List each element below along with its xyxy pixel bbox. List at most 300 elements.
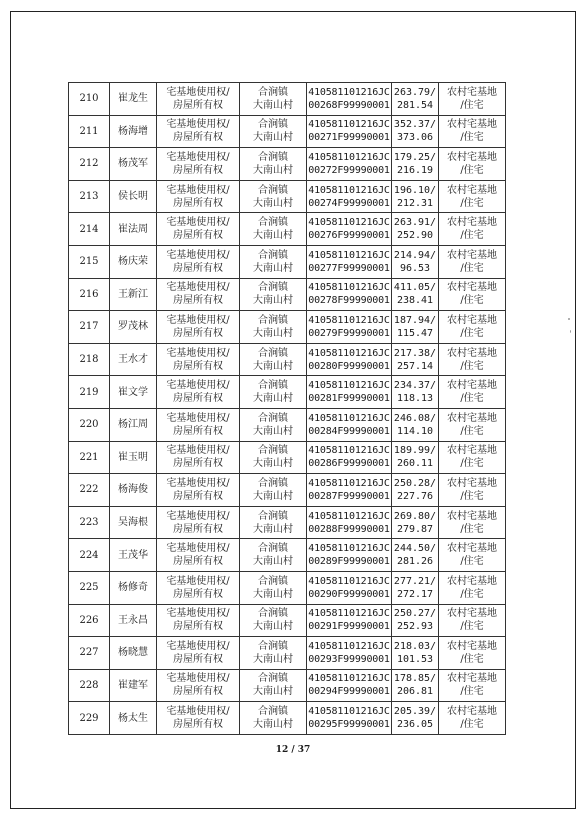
- area-line: 114.10: [396, 425, 434, 437]
- area-cell: [392, 180, 439, 213]
- area-cell: [392, 311, 439, 344]
- right-type-line: 房屋所有权: [173, 393, 223, 405]
- row-number-cell: 221: [69, 441, 110, 474]
- parcel-code-cell: [307, 669, 392, 702]
- owner-name-cell: 杨海俊: [110, 474, 157, 507]
- location-line: 合涧镇: [258, 282, 288, 294]
- parcel-code-cell: [307, 83, 392, 116]
- table-row: [69, 474, 506, 507]
- area-line: 115.47: [396, 327, 434, 339]
- right-type-line: 房屋所有权: [173, 523, 223, 535]
- land-use-line: /住宅: [460, 132, 484, 144]
- right-type-line: 宅基地使用权/: [166, 477, 230, 489]
- parcel-code-line: 00294F99990001: [308, 686, 390, 698]
- right-type-line: 房屋所有权: [173, 621, 223, 633]
- parcel-code-cell: [307, 376, 392, 409]
- area-cell: [392, 115, 439, 148]
- right-type-line: 宅基地使用权/: [166, 673, 230, 685]
- table-row: [69, 213, 506, 246]
- area-line: 277.21/: [393, 575, 437, 587]
- location-line: 大南山村: [253, 490, 293, 502]
- area-cell: [392, 571, 439, 604]
- parcel-code-cell: [307, 278, 392, 311]
- table-row: [69, 83, 506, 116]
- row-number-cell: 228: [69, 669, 110, 702]
- parcel-code-cell: [307, 571, 392, 604]
- right-type-line: 宅基地使用权/: [166, 510, 230, 522]
- parcel-code-line: 00278F99990001: [308, 295, 390, 307]
- parcel-code-line: 00272F99990001: [308, 164, 390, 176]
- owner-name-cell: 王水才: [110, 343, 157, 376]
- location-line: 合涧镇: [258, 575, 288, 587]
- right-type-line: 宅基地使用权/: [166, 575, 230, 587]
- location-line: 大南山村: [253, 653, 293, 665]
- area-line: 269.80/: [393, 510, 437, 522]
- location-cell: [240, 702, 307, 735]
- row-number-cell: 223: [69, 506, 110, 539]
- area-cell: [392, 539, 439, 572]
- owner-name-cell: 杨修奇: [110, 571, 157, 604]
- owner-name-cell: 崔玉明: [110, 441, 157, 474]
- right-type-cell: [157, 278, 240, 311]
- right-type-line: 房屋所有权: [173, 719, 223, 731]
- right-type-line: 宅基地使用权/: [166, 314, 230, 326]
- row-number-cell: 215: [69, 245, 110, 278]
- area-line: 214.94/: [393, 249, 437, 261]
- area-line: 373.06: [396, 132, 434, 144]
- area-cell: [392, 702, 439, 735]
- right-type-line: 宅基地使用权/: [166, 151, 230, 163]
- area-line: 281.54: [396, 99, 434, 111]
- right-type-line: 房屋所有权: [173, 490, 223, 502]
- right-type-line: 房屋所有权: [173, 360, 223, 372]
- land-use-cell: [439, 83, 506, 116]
- right-type-cell: [157, 539, 240, 572]
- location-cell: [240, 604, 307, 637]
- area-line: 216.19: [396, 164, 434, 176]
- right-type-cell: [157, 637, 240, 670]
- area-line: 236.05: [396, 719, 434, 731]
- location-line: 大南山村: [253, 99, 293, 111]
- row-number-cell: 229: [69, 702, 110, 735]
- right-type-line: 房屋所有权: [173, 653, 223, 665]
- location-cell: [240, 213, 307, 246]
- location-line: 大南山村: [253, 393, 293, 405]
- land-use-cell: [439, 245, 506, 278]
- area-line: 96.53: [399, 262, 431, 274]
- location-line: 合涧镇: [258, 412, 288, 424]
- location-cell: [240, 83, 307, 116]
- land-use-line: /住宅: [460, 686, 484, 698]
- land-use-line: /住宅: [460, 230, 484, 242]
- area-line: 257.14: [396, 360, 434, 372]
- owner-name-cell: 杨江周: [110, 408, 157, 441]
- row-number-cell: 224: [69, 539, 110, 572]
- parcel-code-line: 00271F99990001: [308, 132, 390, 144]
- parcel-code-cell: [307, 245, 392, 278]
- location-line: 大南山村: [253, 360, 293, 372]
- location-cell: [240, 441, 307, 474]
- parcel-code-line: 00295F99990001: [308, 719, 390, 731]
- parcel-code-line: 410581101216JC: [308, 706, 390, 718]
- parcel-code-line: 00279F99990001: [308, 327, 390, 339]
- land-use-line: /住宅: [460, 719, 484, 731]
- land-use-line: /住宅: [460, 197, 484, 209]
- right-type-cell: [157, 213, 240, 246]
- row-number-cell: 222: [69, 474, 110, 507]
- parcel-code-cell: [307, 311, 392, 344]
- land-use-cell: [439, 669, 506, 702]
- right-type-line: 宅基地使用权/: [166, 249, 230, 261]
- table-row: [69, 343, 506, 376]
- location-line: 合涧镇: [258, 151, 288, 163]
- parcel-code-line: 410581101216JC: [308, 151, 390, 163]
- land-use-line: /住宅: [460, 556, 484, 568]
- land-use-cell: [439, 637, 506, 670]
- location-line: 合涧镇: [258, 706, 288, 718]
- area-line: 244.50/: [393, 543, 437, 555]
- land-use-line: 农村宅基地: [447, 217, 497, 229]
- parcel-code-line: 410581101216JC: [308, 314, 390, 326]
- table-row: [69, 604, 506, 637]
- right-type-cell: [157, 604, 240, 637]
- right-type-line: 宅基地使用权/: [166, 640, 230, 652]
- row-number-cell: 217: [69, 311, 110, 344]
- location-cell: [240, 343, 307, 376]
- owner-name-cell: 罗茂林: [110, 311, 157, 344]
- table-row: [69, 148, 506, 181]
- land-use-line: /住宅: [460, 393, 484, 405]
- owner-name-cell: 杨海增: [110, 115, 157, 148]
- table-row: [69, 278, 506, 311]
- parcel-code-line: 00284F99990001: [308, 425, 390, 437]
- location-line: 合涧镇: [258, 217, 288, 229]
- area-line: 238.41: [396, 295, 434, 307]
- area-line: 212.31: [396, 197, 434, 209]
- right-type-line: 宅基地使用权/: [166, 184, 230, 196]
- row-number-cell: 226: [69, 604, 110, 637]
- row-number-cell: 210: [69, 83, 110, 116]
- location-line: 大南山村: [253, 556, 293, 568]
- area-line: 252.93: [396, 621, 434, 633]
- area-cell: [392, 245, 439, 278]
- area-line: 189.99/: [393, 445, 437, 457]
- land-use-line: 农村宅基地: [447, 380, 497, 392]
- land-use-cell: [439, 506, 506, 539]
- owner-name-cell: 杨庆荣: [110, 245, 157, 278]
- area-line: 234.37/: [393, 380, 437, 392]
- parcel-code-cell: [307, 115, 392, 148]
- right-type-line: 房屋所有权: [173, 327, 223, 339]
- parcel-code-line: 00268F99990001: [308, 99, 390, 111]
- area-line: 227.76: [396, 490, 434, 502]
- land-use-cell: [439, 702, 506, 735]
- right-type-line: 宅基地使用权/: [166, 217, 230, 229]
- owner-name-cell: 杨太生: [110, 702, 157, 735]
- location-line: 合涧镇: [258, 184, 288, 196]
- right-type-line: 宅基地使用权/: [166, 86, 230, 98]
- location-line: 大南山村: [253, 262, 293, 274]
- parcel-code-line: 00288F99990001: [308, 523, 390, 535]
- area-line: 411.05/: [393, 282, 437, 294]
- parcel-code-line: 00286F99990001: [308, 458, 390, 470]
- parcel-code-line: 00293F99990001: [308, 653, 390, 665]
- area-line: 196.10/: [393, 184, 437, 196]
- table-row: [69, 637, 506, 670]
- parcel-code-line: 410581101216JC: [308, 249, 390, 261]
- parcel-code-line: 00274F99990001: [308, 197, 390, 209]
- location-line: 合涧镇: [258, 640, 288, 652]
- area-line: 279.87: [396, 523, 434, 535]
- area-cell: [392, 148, 439, 181]
- location-line: 大南山村: [253, 686, 293, 698]
- owner-name-cell: 崔法周: [110, 213, 157, 246]
- parcel-code-line: 00281F99990001: [308, 393, 390, 405]
- area-cell: [392, 669, 439, 702]
- location-cell: [240, 539, 307, 572]
- land-use-line: 农村宅基地: [447, 510, 497, 522]
- location-cell: [240, 506, 307, 539]
- parcel-code-line: 410581101216JC: [308, 347, 390, 359]
- registration-table: [68, 82, 506, 735]
- right-type-line: 房屋所有权: [173, 295, 223, 307]
- parcel-code-cell: [307, 506, 392, 539]
- location-cell: [240, 669, 307, 702]
- location-cell: [240, 311, 307, 344]
- row-number-cell: 216: [69, 278, 110, 311]
- table-row: [69, 702, 506, 735]
- area-line: 178.85/: [393, 673, 437, 685]
- location-line: 合涧镇: [258, 673, 288, 685]
- right-type-cell: [157, 441, 240, 474]
- land-use-cell: [439, 213, 506, 246]
- parcel-code-line: 410581101216JC: [308, 282, 390, 294]
- row-number-cell: 219: [69, 376, 110, 409]
- table-row: [69, 115, 506, 148]
- land-use-line: /住宅: [460, 490, 484, 502]
- land-use-line: /住宅: [460, 523, 484, 535]
- right-type-line: 房屋所有权: [173, 262, 223, 274]
- land-use-line: 农村宅基地: [447, 608, 497, 620]
- area-line: 218.03/: [393, 640, 437, 652]
- location-line: 大南山村: [253, 164, 293, 176]
- location-line: 大南山村: [253, 230, 293, 242]
- right-type-line: 宅基地使用权/: [166, 412, 230, 424]
- land-use-line: /住宅: [460, 360, 484, 372]
- parcel-code-cell: [307, 213, 392, 246]
- land-use-cell: [439, 539, 506, 572]
- parcel-code-line: 00276F99990001: [308, 230, 390, 242]
- area-cell: [392, 474, 439, 507]
- right-type-cell: [157, 148, 240, 181]
- parcel-code-line: 410581101216JC: [308, 640, 390, 652]
- land-use-cell: [439, 441, 506, 474]
- land-use-line: 农村宅基地: [447, 477, 497, 489]
- land-use-cell: [439, 180, 506, 213]
- land-use-line: 农村宅基地: [447, 347, 497, 359]
- parcel-code-line: 410581101216JC: [308, 477, 390, 489]
- location-line: 合涧镇: [258, 314, 288, 326]
- right-type-cell: [157, 343, 240, 376]
- parcel-code-line: 410581101216JC: [308, 608, 390, 620]
- parcel-code-line: 00291F99990001: [308, 621, 390, 633]
- right-type-line: 宅基地使用权/: [166, 282, 230, 294]
- area-line: 250.27/: [393, 608, 437, 620]
- parcel-code-line: 410581101216JC: [308, 119, 390, 131]
- area-cell: [392, 506, 439, 539]
- table-row: [69, 571, 506, 604]
- area-line: 246.08/: [393, 412, 437, 424]
- location-line: 大南山村: [253, 523, 293, 535]
- right-type-line: 房屋所有权: [173, 197, 223, 209]
- parcel-code-cell: [307, 637, 392, 670]
- row-number-cell: 227: [69, 637, 110, 670]
- owner-name-cell: 吴海根: [110, 506, 157, 539]
- area-cell: [392, 604, 439, 637]
- area-line: 179.25/: [393, 151, 437, 163]
- area-cell: [392, 83, 439, 116]
- land-use-line: 农村宅基地: [447, 249, 497, 261]
- parcel-code-line: 410581101216JC: [308, 510, 390, 522]
- land-use-line: 农村宅基地: [447, 673, 497, 685]
- area-cell: [392, 376, 439, 409]
- location-line: 大南山村: [253, 425, 293, 437]
- area-line: 272.17: [396, 588, 434, 600]
- owner-name-cell: 王新江: [110, 278, 157, 311]
- parcel-code-line: 00290F99990001: [308, 588, 390, 600]
- land-use-line: 农村宅基地: [447, 119, 497, 131]
- owner-name-cell: 崔龙生: [110, 83, 157, 116]
- location-line: 大南山村: [253, 458, 293, 470]
- location-line: 合涧镇: [258, 249, 288, 261]
- area-line: 205.39/: [393, 706, 437, 718]
- area-line: 263.91/: [393, 217, 437, 229]
- location-line: 大南山村: [253, 719, 293, 731]
- land-use-cell: [439, 408, 506, 441]
- table-row: [69, 441, 506, 474]
- location-line: 大南山村: [253, 621, 293, 633]
- land-use-cell: [439, 376, 506, 409]
- area-line: 263.79/: [393, 86, 437, 98]
- row-number-cell: 213: [69, 180, 110, 213]
- location-line: 合涧镇: [258, 86, 288, 98]
- land-use-line: /住宅: [460, 458, 484, 470]
- area-line: 352.37/: [393, 119, 437, 131]
- right-type-cell: [157, 669, 240, 702]
- parcel-code-cell: [307, 539, 392, 572]
- location-line: 合涧镇: [258, 543, 288, 555]
- right-type-line: 房屋所有权: [173, 164, 223, 176]
- right-type-line: 宅基地使用权/: [166, 543, 230, 555]
- table-row: [69, 180, 506, 213]
- land-use-cell: [439, 474, 506, 507]
- right-type-line: 房屋所有权: [173, 132, 223, 144]
- land-use-line: 农村宅基地: [447, 543, 497, 555]
- right-type-line: 宅基地使用权/: [166, 608, 230, 620]
- right-type-cell: [157, 408, 240, 441]
- table-row: [69, 376, 506, 409]
- table-row: [69, 539, 506, 572]
- land-use-line: /住宅: [460, 295, 484, 307]
- area-line: 118.13: [396, 393, 434, 405]
- right-type-line: 房屋所有权: [173, 458, 223, 470]
- right-type-cell: [157, 506, 240, 539]
- land-use-line: 农村宅基地: [447, 412, 497, 424]
- location-line: 大南山村: [253, 132, 293, 144]
- area-line: 187.94/: [393, 314, 437, 326]
- parcel-code-line: 410581101216JC: [308, 184, 390, 196]
- location-line: 大南山村: [253, 295, 293, 307]
- owner-name-cell: 王茂华: [110, 539, 157, 572]
- location-cell: [240, 115, 307, 148]
- location-cell: [240, 278, 307, 311]
- parcel-code-line: 00280F99990001: [308, 360, 390, 372]
- owner-name-cell: 杨晓慧: [110, 637, 157, 670]
- location-line: 合涧镇: [258, 347, 288, 359]
- parcel-code-cell: [307, 474, 392, 507]
- location-cell: [240, 571, 307, 604]
- location-cell: [240, 474, 307, 507]
- location-line: 合涧镇: [258, 510, 288, 522]
- owner-name-cell: 王永昌: [110, 604, 157, 637]
- land-use-line: 农村宅基地: [447, 314, 497, 326]
- land-use-cell: [439, 148, 506, 181]
- location-cell: [240, 637, 307, 670]
- parcel-code-line: 410581101216JC: [308, 575, 390, 587]
- land-use-line: /住宅: [460, 327, 484, 339]
- area-cell: [392, 408, 439, 441]
- location-line: 大南山村: [253, 588, 293, 600]
- land-use-line: 农村宅基地: [447, 184, 497, 196]
- land-use-cell: [439, 343, 506, 376]
- location-line: 合涧镇: [258, 477, 288, 489]
- owner-name-cell: 杨茂军: [110, 148, 157, 181]
- area-cell: [392, 343, 439, 376]
- parcel-code-line: 00287F99990001: [308, 490, 390, 502]
- land-use-line: /住宅: [460, 425, 484, 437]
- area-cell: [392, 213, 439, 246]
- location-line: 合涧镇: [258, 608, 288, 620]
- parcel-code-line: 410581101216JC: [308, 217, 390, 229]
- right-type-cell: [157, 311, 240, 344]
- land-use-line: /住宅: [460, 99, 484, 111]
- scan-speck: [570, 330, 571, 333]
- right-type-line: 房屋所有权: [173, 686, 223, 698]
- parcel-code-line: 410581101216JC: [308, 445, 390, 457]
- table-row: [69, 311, 506, 344]
- location-cell: [240, 245, 307, 278]
- land-use-line: 农村宅基地: [447, 86, 497, 98]
- right-type-line: 房屋所有权: [173, 230, 223, 242]
- right-type-cell: [157, 376, 240, 409]
- land-use-line: 农村宅基地: [447, 445, 497, 457]
- location-line: 大南山村: [253, 327, 293, 339]
- land-use-cell: [439, 311, 506, 344]
- land-use-line: /住宅: [460, 164, 484, 176]
- land-use-cell: [439, 278, 506, 311]
- location-line: 合涧镇: [258, 380, 288, 392]
- right-type-line: 宅基地使用权/: [166, 445, 230, 457]
- right-type-line: 房屋所有权: [173, 99, 223, 111]
- land-use-line: /住宅: [460, 262, 484, 274]
- parcel-code-cell: [307, 343, 392, 376]
- location-cell: [240, 148, 307, 181]
- right-type-cell: [157, 474, 240, 507]
- right-type-cell: [157, 115, 240, 148]
- right-type-cell: [157, 83, 240, 116]
- parcel-code-line: 410581101216JC: [308, 380, 390, 392]
- land-use-line: /住宅: [460, 653, 484, 665]
